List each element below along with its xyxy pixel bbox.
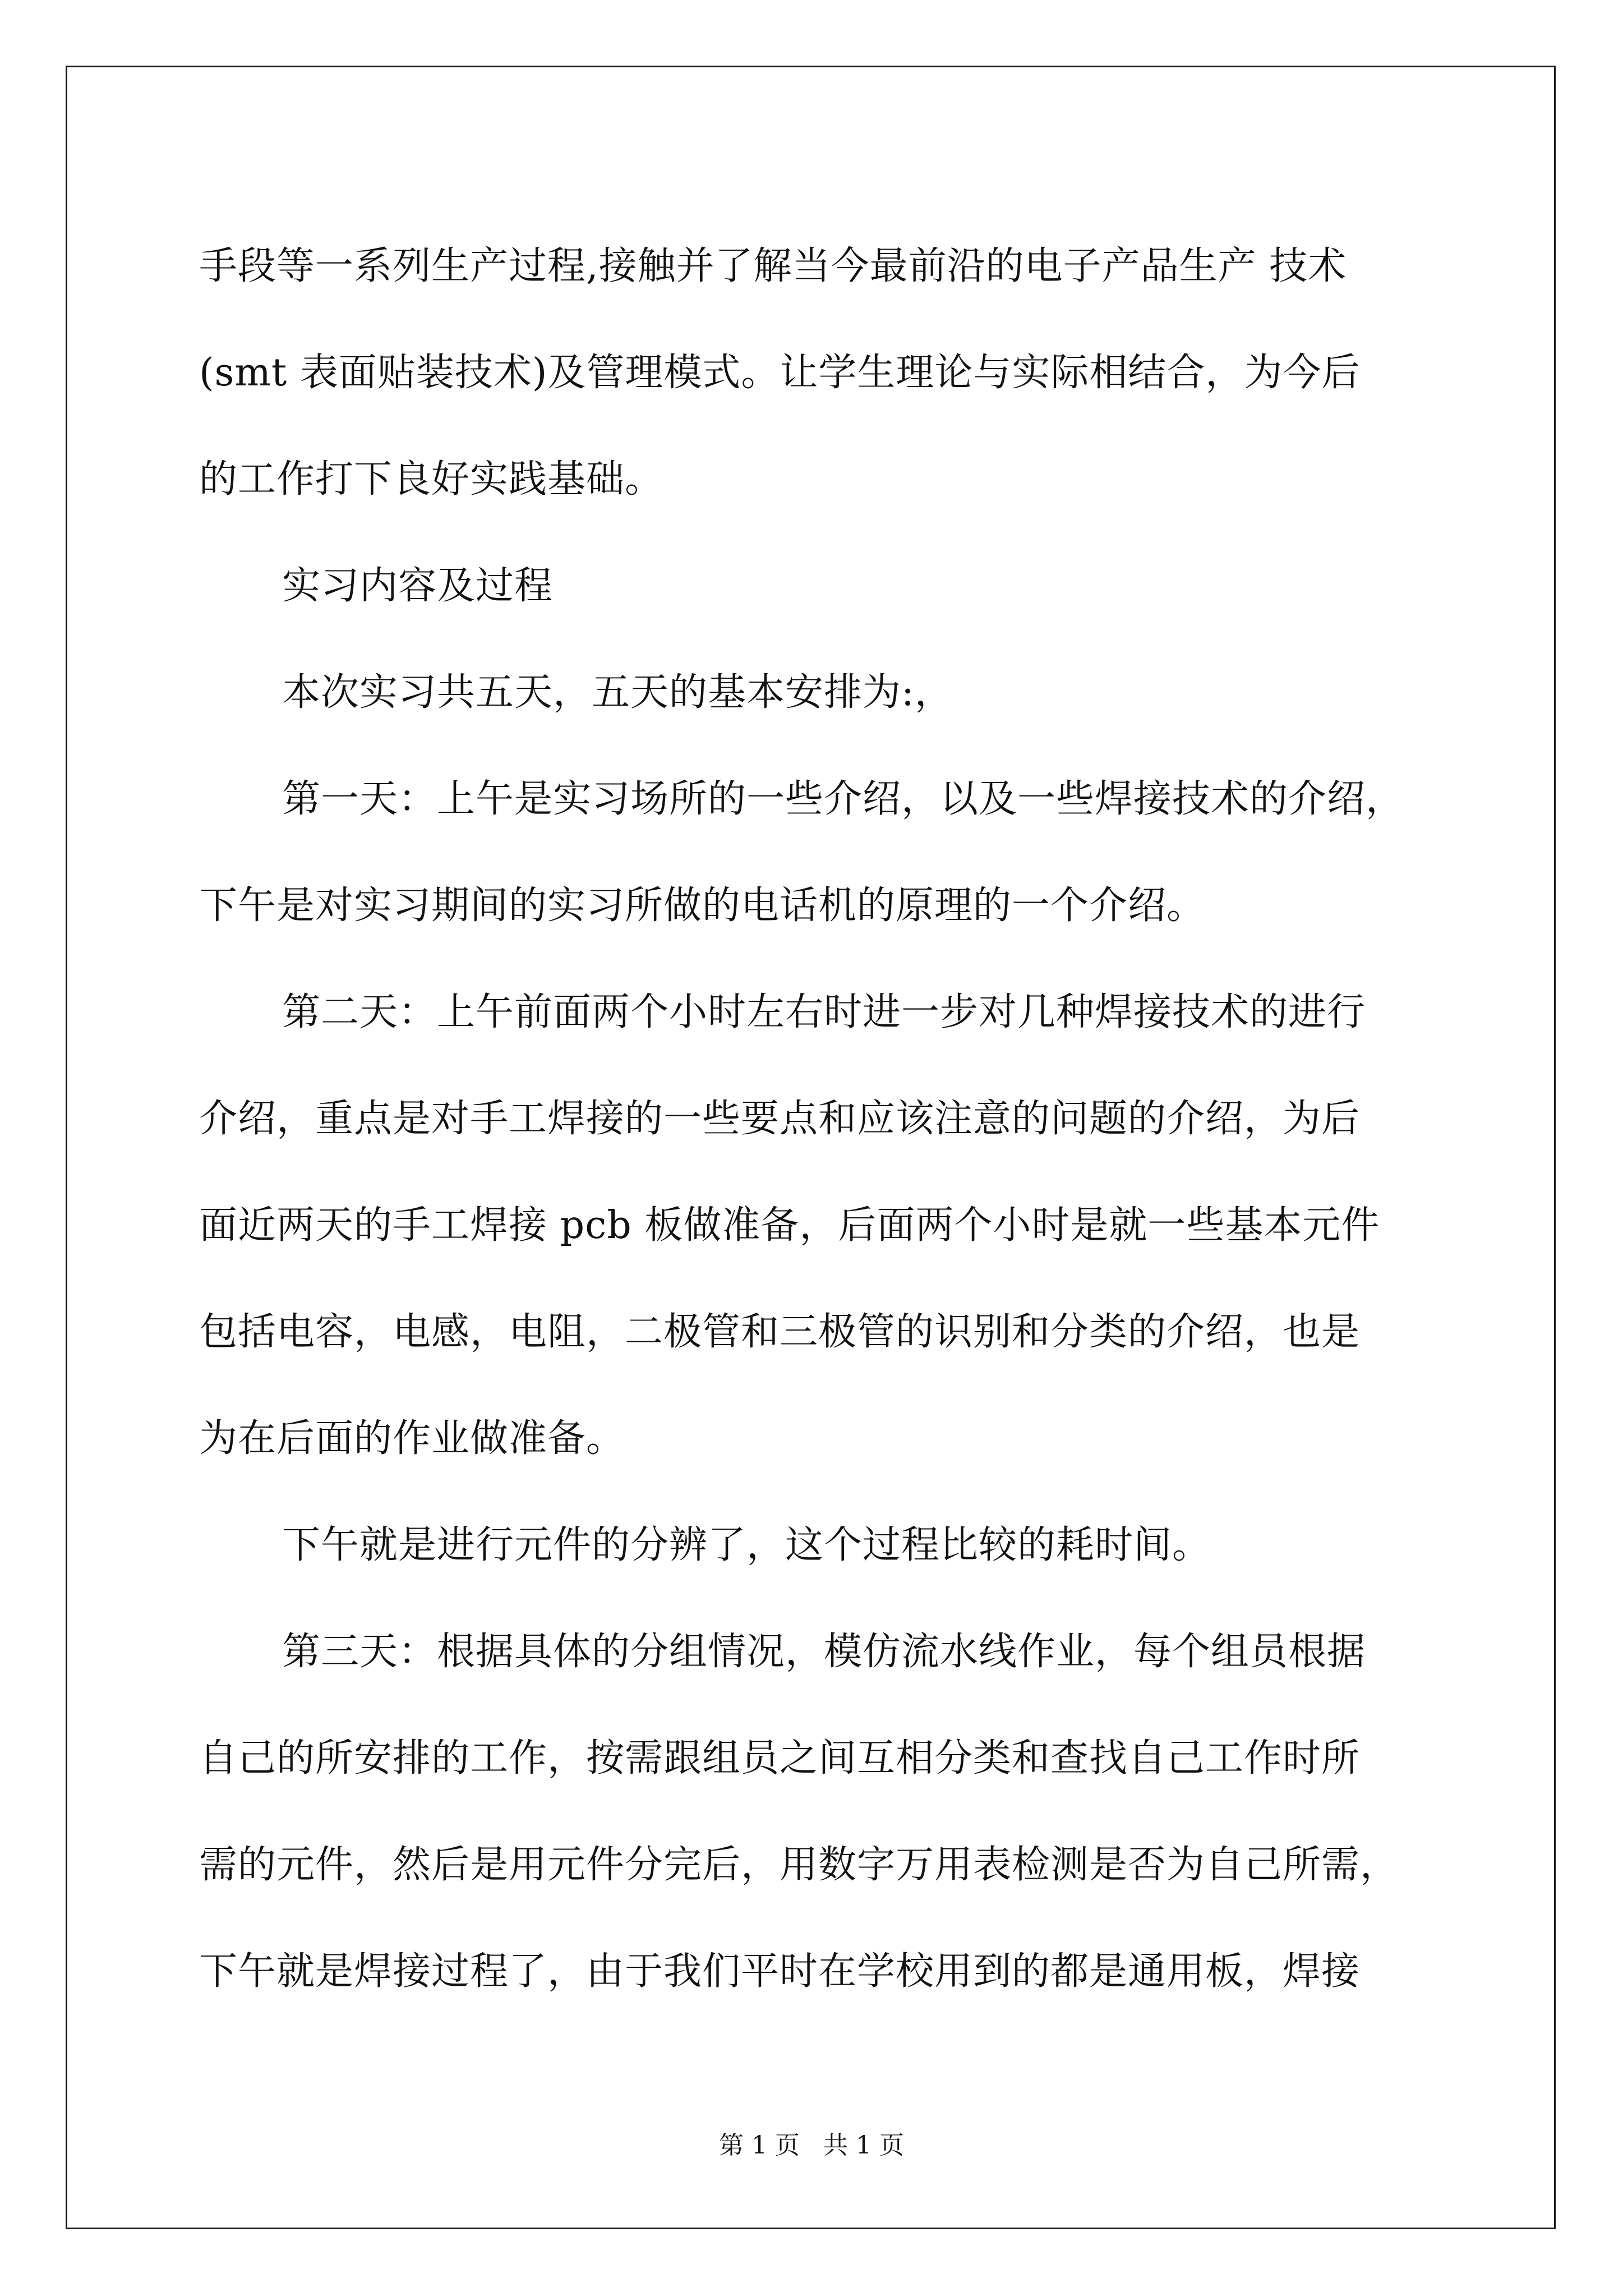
text-line: 为在后面的作业做准备。 bbox=[199, 1416, 625, 1461]
text-line: 本次实习共五天，五天的基本安排为:， bbox=[282, 670, 953, 715]
text-line: 下午是对实习期间的实习所做的电话机的原理的一个介绍。 bbox=[199, 884, 1206, 928]
document-body bbox=[199, 213, 1433, 2025]
text-line: 介绍，重点是对手工焊接的一些要点和应该注意的问题的介绍，为后 bbox=[199, 1097, 1361, 1141]
text-line: 手段等一系列生产过程,接触并了解当今最前沿的电子产品生产 技术 bbox=[199, 244, 1347, 288]
text-line: 实习内容及过程 bbox=[282, 564, 554, 608]
page-number-footer: 第 1 页 共 1 页 bbox=[719, 2131, 904, 2160]
text-line: 自己的所安排的工作，按需跟组员之间互相分类和查找自己工作时所 bbox=[199, 1736, 1361, 1780]
text-line: 第三天：根据具体的分组情况，模仿流水线作业，每个组员根据 bbox=[282, 1630, 1366, 1674]
text-line: (smt 表面贴装技术)及管理模式。让学生理论与实际相结合，为今后 bbox=[199, 351, 1361, 395]
text-line: 包括电容，电感，电阻，二极管和三极管的识别和分类的介绍，也是 bbox=[199, 1310, 1361, 1354]
text-line: 下午就是焊接过程了，由于我们平时在学校用到的都是通用板，焊接 bbox=[199, 1949, 1361, 1994]
text-line: 下午就是进行元件的分辨了，这个过程比较的耗时间。 bbox=[282, 1523, 1211, 1567]
text-line: 第一天：上午是实习场所的一些介绍，以及一些焊接技术的介绍， bbox=[282, 777, 1405, 821]
text-line: 第二天：上午前面两个小时左右时进一步对几种焊接技术的进行 bbox=[282, 990, 1366, 1034]
text-line: 需的元件，然后是用元件分完后，用数字万用表检测是否为自己所需， bbox=[199, 1843, 1399, 1887]
text-line: 的工作打下良好实践基础。 bbox=[199, 457, 664, 501]
text-line: 面近两天的手工焊接 pcb 板做准备，后面两个小时是就一些基本元件 bbox=[199, 1203, 1380, 1248]
